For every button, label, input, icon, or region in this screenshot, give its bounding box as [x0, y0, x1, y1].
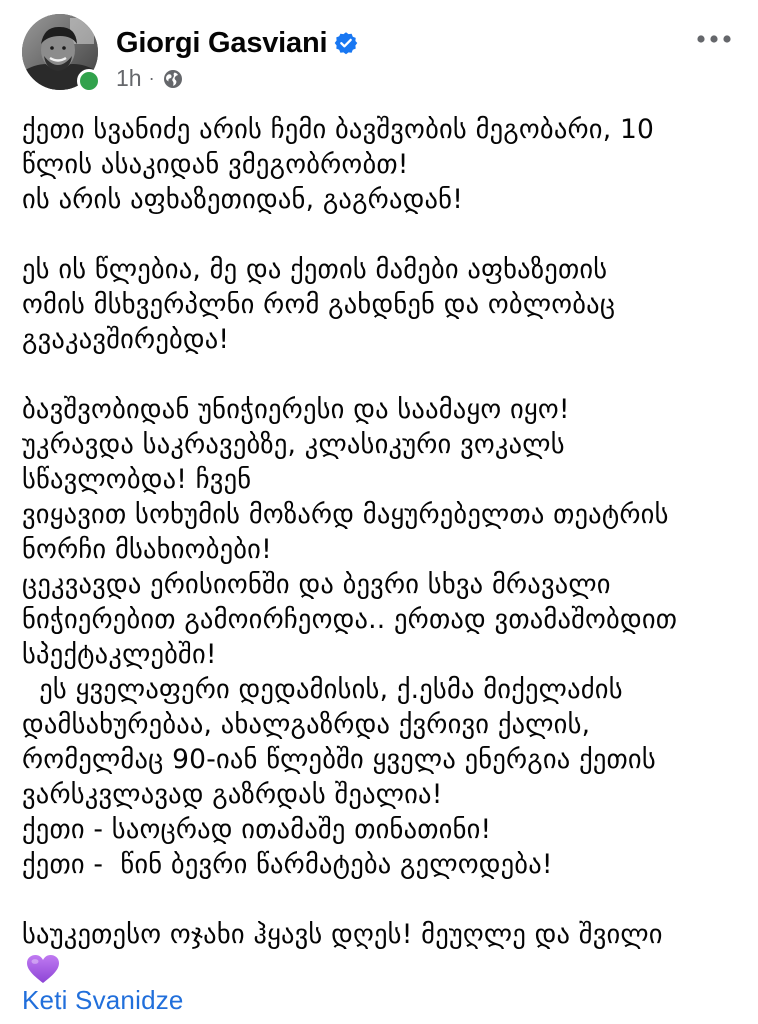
text-line: ნორჩი მსახიობები!	[22, 534, 272, 565]
text-line: ქეთი სვანიძე არის ჩემი ბავშვობის მეგობარი, 10	[22, 114, 655, 145]
text-line: ომის მსხვერპლნი რომ გახდნენ და ობლობაც	[22, 289, 616, 320]
paragraph-gap	[22, 217, 740, 252]
text-line: ეს ყველაფერი დედამისის, ქ.ესმა მიქელაძის	[22, 674, 623, 705]
verified-badge-icon	[334, 31, 358, 55]
text-line: ვარსკვლავად გაზრდას შეალია!	[22, 779, 443, 810]
paragraph-gap	[22, 882, 740, 917]
purple-heart-icon	[26, 954, 60, 984]
more-horizontal-icon	[696, 34, 732, 44]
post-body-text	[22, 112, 740, 1016]
post-timestamp[interactable]: 1h	[116, 64, 142, 91]
online-status-icon	[77, 69, 101, 93]
text-line: ეს ის წლებია, მე და ქეთის მამები აფხაზეთის	[22, 254, 608, 285]
text-line: სპექტაკლებში!	[22, 639, 217, 670]
text-line: საუკეთესო ოჯახი ჰყავს დღეს! მეუღლე და შვილი	[22, 919, 663, 950]
post-meta	[116, 64, 183, 92]
text-line: უკრავდა საკრავებზე, კლასიკური ვოკალს	[22, 429, 565, 460]
text-line: ცეკვავდა ერისიონში და ბევრი სხვა მრავალი	[22, 569, 611, 600]
text-line: ის არის აფხაზეთიდან, გაგრადან!	[22, 184, 464, 215]
more-options-button[interactable]	[694, 24, 734, 54]
author-row	[116, 24, 358, 62]
text-line: წლის ასაკიდან ვმეგობრობთ!	[22, 149, 409, 180]
text-line: რომელმაც 90-იან წლებში ყველა ენერგია ქეთის	[22, 744, 656, 775]
text-line: დამსახურებაა, ახალგაზრდა ქვრივი ქალის,	[22, 709, 591, 740]
text-line: გვაკავშირებდა!	[22, 324, 230, 355]
author-name[interactable]: Giorgi Gasviani	[116, 26, 328, 59]
text-line: ვიყავით სოხუმის მოზარდ მაყურებელთა თეატრის	[22, 499, 669, 530]
globe-icon[interactable]	[163, 68, 183, 88]
text-line: ქეთი - საოცრად ითამაშე თინათინი!	[22, 814, 492, 845]
mention-link-keti-svanidze[interactable]: Keti Svanidze	[22, 985, 184, 1015]
paragraph-gap	[22, 357, 740, 392]
text-line: სწავლობდა! ჩვენ	[22, 464, 252, 495]
text-line: ბავშვობიდან უნიჭიერესი და საამაყო იყო!	[22, 394, 570, 425]
post-header	[22, 14, 736, 94]
meta-separator: ·	[148, 67, 155, 88]
text-line: ქეთი - წინ ბევრი წარმატება გელოდება!	[22, 849, 553, 880]
author-avatar[interactable]	[22, 14, 98, 90]
text-line: ნიჭიერებით გამოირჩეოდა.. ერთად ვთამაშობდით	[22, 604, 678, 635]
